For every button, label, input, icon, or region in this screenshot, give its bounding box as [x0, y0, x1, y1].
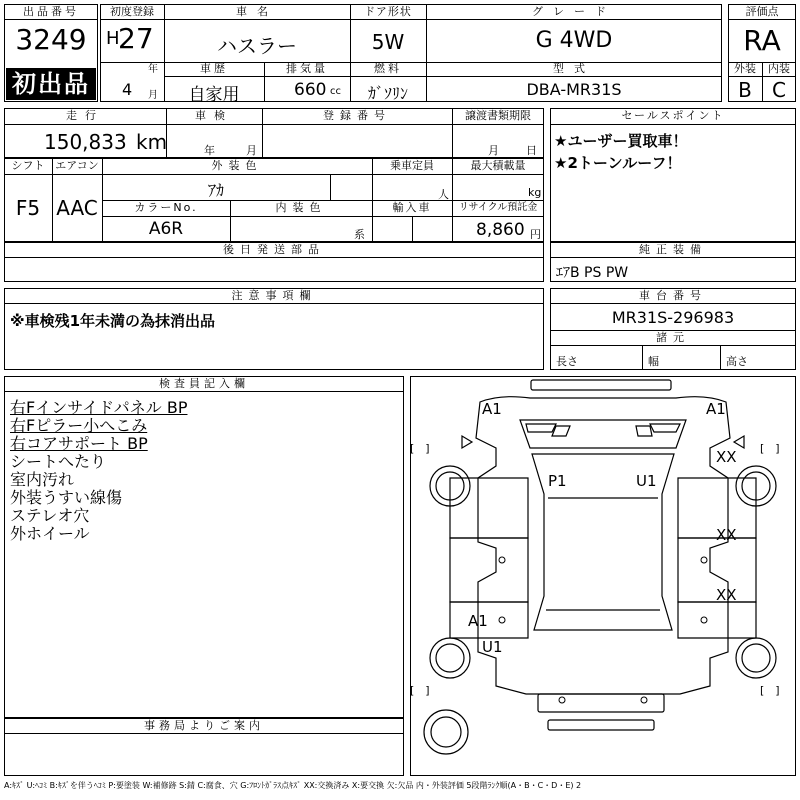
- score: RA: [743, 24, 781, 57]
- year-unit: 年: [148, 64, 158, 75]
- inspector-item: 外ホイール: [10, 524, 90, 543]
- mileage-label: 走行: [66, 109, 104, 122]
- damage-mark: U1: [636, 472, 657, 490]
- damage-mark: A1: [482, 400, 502, 418]
- caution-label: 注意事項欄: [231, 289, 317, 302]
- damage-mark: U1: [482, 638, 503, 656]
- damage-mark: XX: [716, 586, 737, 604]
- score-label: 評価点: [745, 5, 779, 18]
- era: H: [106, 28, 120, 49]
- ac: AAC: [56, 196, 98, 220]
- int-color-unit: 系: [354, 228, 365, 241]
- displacement: 660: [294, 80, 327, 100]
- reg-no-label: 登録番号: [323, 109, 391, 122]
- mileage: 150,833: [44, 130, 127, 154]
- model: DBA-MR31S: [526, 80, 622, 99]
- first-reg-label: 初度登録: [110, 5, 154, 18]
- load-label: 最大積載量: [470, 159, 526, 172]
- car-name: ハスラー: [217, 34, 297, 58]
- sales-point-box: [550, 108, 796, 242]
- sales-point-1: ★ユーザー買取車！: [554, 132, 688, 150]
- fuel: ｶﾞｿﾘﾝ: [367, 84, 408, 103]
- door: 5W: [371, 30, 405, 54]
- equipment: ｴｱB PS PW: [556, 265, 629, 281]
- interior-score: C: [772, 78, 786, 102]
- shift-label: シフト: [11, 159, 45, 172]
- damage-mark: A1: [706, 400, 726, 418]
- history-label: 車歴: [200, 62, 228, 75]
- caution-text: ※車検残1年未満の為抹消出品: [10, 312, 216, 330]
- capacity-label: 乗車定員: [390, 159, 434, 172]
- color-no: A6R: [148, 219, 184, 239]
- capacity-unit: 人: [438, 188, 449, 201]
- cc-unit: cc: [330, 86, 341, 97]
- bracket-mark: [ ]: [410, 442, 430, 455]
- ext-color-label: 外装色: [211, 159, 263, 172]
- first-reg-year: 27: [118, 22, 154, 55]
- sales-point-2: ★2トーンルーフ！: [554, 154, 682, 172]
- ext-color: ｱｶ: [207, 181, 224, 200]
- width-label: 幅: [648, 355, 659, 368]
- inspector-item: 外装うすい線傷: [10, 488, 123, 507]
- bracket-mark: [ ]: [760, 684, 780, 697]
- office-label: 事務局よりご案内: [144, 719, 264, 732]
- inspection-label: 車検: [195, 109, 233, 122]
- equipment-label: 純正装備: [639, 243, 707, 256]
- inspector-item: 右Fピラー小へこみ: [10, 416, 148, 435]
- ac-label: エアコン: [55, 159, 99, 172]
- inspector-label: 検査員記入欄: [159, 377, 249, 390]
- recycle-label: リサイクル預託金: [458, 202, 538, 213]
- inspector-item: 右Fインサイドパネル BP: [10, 398, 188, 417]
- load-unit: kg: [528, 186, 542, 199]
- fuel-label: 燃料: [374, 62, 402, 75]
- recycle-fee: 8,860: [476, 220, 525, 240]
- model-label: 型式: [553, 62, 595, 75]
- color-no-label: カラーNo.: [134, 201, 198, 214]
- bracket-mark: [ ]: [410, 684, 430, 697]
- legend-footer: A:ｷｽﾞ U:ﾍｺﾐ B:ｷｽﾞを伴うﾍｺﾐ P:要塗装 W:補修跡 S:錆 C:腐食、穴 G:ﾌﾛﾝﾄｶﾞﾗｽ点ｷｽﾞ XX:交換済み X:要交換 欠:欠品 内・外装評価 5段階ﾗﾝｸ順(A・B・C・D・E) 2: [4, 781, 582, 790]
- chassis-number: MR31S-296983: [611, 308, 735, 327]
- sales-point-label: セールスポイント: [621, 109, 725, 122]
- displacement-label: 排気量: [286, 62, 328, 75]
- transfer-month-unit: 月: [488, 144, 499, 157]
- car-diagram: [410, 376, 796, 776]
- transfer-day-unit: 日: [526, 144, 537, 157]
- later-parts-label: 後日発送部品: [223, 243, 325, 256]
- lot-number: 3249: [15, 23, 87, 56]
- exterior-label: 外装: [734, 62, 756, 75]
- exterior-score: B: [738, 78, 752, 102]
- interior-label: 内装: [768, 62, 790, 75]
- inspector-item: ステレオ穴: [10, 506, 90, 525]
- km-unit: km: [136, 130, 168, 154]
- first-listing-badge: 初出品: [6, 68, 96, 100]
- first-reg-month: 4: [122, 80, 133, 99]
- inspector-item: 右コアサポート BP: [10, 434, 148, 453]
- int-color-label: 内装色: [275, 201, 327, 214]
- import-label: 輸入車: [392, 201, 432, 214]
- inspection-month-unit: 月: [246, 144, 257, 157]
- car-name-label: 車名: [236, 5, 278, 18]
- inspection-year-unit: 年: [204, 144, 215, 157]
- door-label: ドア形状: [364, 5, 412, 18]
- dims-label: 諸元: [656, 331, 690, 344]
- shift: F5: [15, 196, 41, 220]
- damage-mark: XX: [716, 526, 737, 544]
- grade-label: グレード: [532, 5, 616, 18]
- height-label: 高さ: [726, 355, 748, 368]
- bracket-mark: [ ]: [760, 442, 780, 455]
- inspector-item: 室内汚れ: [10, 470, 75, 489]
- damage-mark: A1: [468, 612, 488, 630]
- damage-mark: P1: [548, 472, 567, 490]
- transfer-doc-label: 譲渡書類期限: [465, 109, 531, 122]
- yen-unit: 円: [530, 228, 541, 241]
- history: 自家用: [188, 85, 240, 105]
- inspector-item: シートへたり: [10, 452, 107, 471]
- chassis-label: 車台番号: [639, 289, 707, 302]
- damage-mark: XX: [716, 448, 737, 466]
- month-unit: 月: [148, 90, 158, 101]
- lot-number-label: 出品番号: [5, 5, 97, 20]
- length-label: 長さ: [556, 355, 578, 368]
- grade: G 4WD: [535, 28, 613, 53]
